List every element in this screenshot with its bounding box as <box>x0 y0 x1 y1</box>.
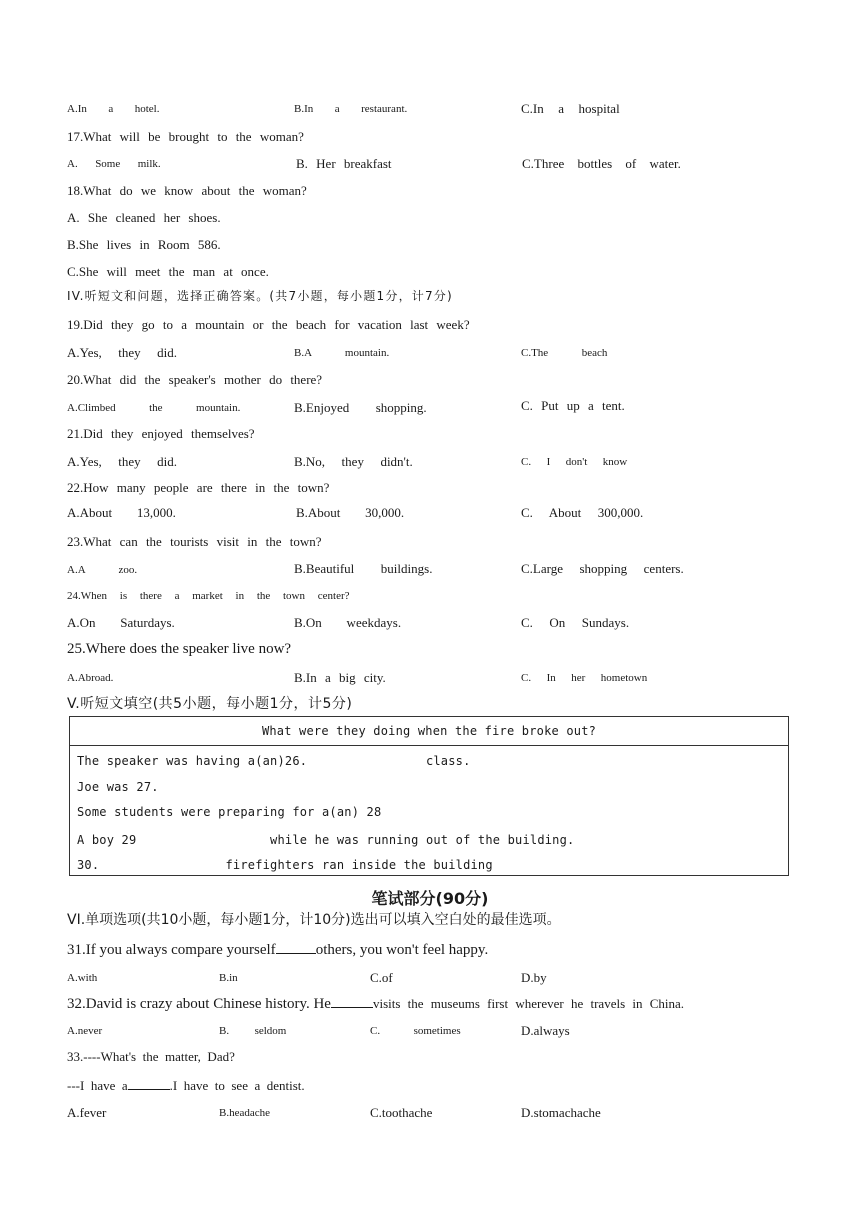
q18-option-c: C.She will meet the man at once. <box>67 264 269 279</box>
q18-question: 18.What do we know about the woman? <box>67 183 307 198</box>
q31-text-after: others, you won't feel happy. <box>315 942 489 958</box>
q16-option-b: B.In a restaurant. <box>294 103 408 115</box>
q32-blank <box>331 996 373 1008</box>
q23-option-a: A.A zoo. <box>67 564 138 576</box>
q21-question: 21.Did they enjoyed themselves? <box>67 426 255 441</box>
q25-option-b: B.In a big city. <box>294 670 386 685</box>
q25-option-c: C. In her hometown <box>521 672 648 684</box>
written-part-title: 笔试部分(90分) <box>371 889 489 908</box>
table-title: What were they doing when the fire broke out? <box>70 717 788 746</box>
q20-option-c: C. Put up a tent. <box>521 398 625 413</box>
q17-option-a: A. Some milk. <box>67 158 161 170</box>
q20-option-b: B.Enjoyed shopping. <box>294 400 427 415</box>
q18-option-a: A. She cleaned her shoes. <box>67 210 221 225</box>
table-row: The speaker was having a(an)26. class. <box>77 754 471 768</box>
q22-option-a: A.About 13,000. <box>67 505 176 520</box>
q33-text-after: .I have to see a dentist. <box>169 1078 305 1093</box>
q21-option-a: A.Yes, they did. <box>67 454 178 469</box>
q22-option-c: C. About 300,000. <box>521 505 644 520</box>
table-row: A boy 29 while he was running out of the building. <box>77 833 575 847</box>
table-row: 30. firefighters ran inside the building <box>77 858 493 872</box>
q23-question: 23.What can the tourists visit in the town? <box>67 534 322 549</box>
q31-option-a: A.with <box>67 972 98 984</box>
q32-option-d: D.always <box>521 1023 570 1038</box>
q33-question: 33.----What's the matter, Dad? <box>67 1049 235 1064</box>
q31-option-b: B.in <box>219 972 238 984</box>
q32-option-c: C. sometimes <box>370 1025 461 1037</box>
section-4-heading: IV.听短文和问题，选择正确答案。(共7小题，每小题1分，计7分) <box>67 289 453 303</box>
q19-question: 19.Did they go to a mountain or the beach for vacation last week? <box>67 317 470 332</box>
q31-option-d: D.by <box>521 970 547 985</box>
q19-option-b: B.A mountain. <box>294 347 390 359</box>
q20-option-a: A.Climbed the mountain. <box>67 402 241 414</box>
q17-option-b: B. Her breakfast <box>296 156 392 171</box>
q33-answer-line <box>67 1078 305 1092</box>
q32-option-a: A.never <box>67 1025 103 1037</box>
q33-option-c: C.toothache <box>370 1105 433 1120</box>
q25-option-a: A.Abroad. <box>67 672 114 684</box>
q31-text-before: 31.If you always compare yourself <box>67 942 276 958</box>
q19-option-a: A.Yes, they did. <box>67 345 178 360</box>
q20-question: 20.What did the speaker's mother do there? <box>67 372 323 387</box>
q24-question: 24.When is there a market in the town center? <box>67 590 350 602</box>
q33-blank <box>128 1078 170 1090</box>
q33-option-a: A.fever <box>67 1105 107 1120</box>
q17-option-c: C.Three bottles of water. <box>522 156 681 171</box>
section-5-heading: V.听短文填空(共5小题，每小题1分，计5分) <box>67 696 353 712</box>
q32-text-after: visits the museums first wherever he travels in China. <box>372 996 685 1011</box>
q32-question <box>67 996 684 1012</box>
q33-text-before: ---I have a <box>67 1078 128 1093</box>
q32-text-before: 32.David is crazy about Chinese history. He <box>67 996 331 1012</box>
q16-option-a: A.In a hotel. <box>67 103 160 115</box>
q33-option-d: D.stomachache <box>521 1105 601 1120</box>
q31-blank <box>276 942 316 954</box>
q24-option-b: B.On weekdays. <box>294 615 402 630</box>
q22-option-b: B.About 30,000. <box>296 505 405 520</box>
q24-option-a: A.On Saturdays. <box>67 615 175 630</box>
q32-option-b: B. seldom <box>219 1025 287 1037</box>
q17-question: 17.What will be brought to the woman? <box>67 129 304 144</box>
q23-option-b: B.Beautiful buildings. <box>294 561 433 576</box>
table-row: Some students were preparing for a(an) 28 <box>77 805 382 819</box>
table-row: Joe was 27. <box>77 780 159 794</box>
q23-option-c: C.Large shopping centers. <box>521 561 684 576</box>
q21-option-c: C. I don't know <box>521 456 628 468</box>
q31-option-c: C.of <box>370 970 393 985</box>
q22-question: 22.How many people are there in the town? <box>67 480 330 495</box>
fill-in-table <box>69 716 789 876</box>
q16-option-c: C.In a hospital <box>521 101 620 116</box>
q19-option-c: C.The beach <box>521 347 608 359</box>
q33-option-b: B.headache <box>219 1107 270 1119</box>
q25-question: 25.Where does the speaker live now? <box>67 641 292 657</box>
q18-option-b: B.She lives in Room 586. <box>67 237 221 252</box>
q24-option-c: C. On Sundays. <box>521 615 630 630</box>
q31-question <box>67 942 488 958</box>
q21-option-b: B.No, they didn't. <box>294 454 413 469</box>
section-6-heading: VI.单项选项(共10小题，每小题1分，计10分)选出可以填入空白处的最佳选项。 <box>67 912 561 928</box>
